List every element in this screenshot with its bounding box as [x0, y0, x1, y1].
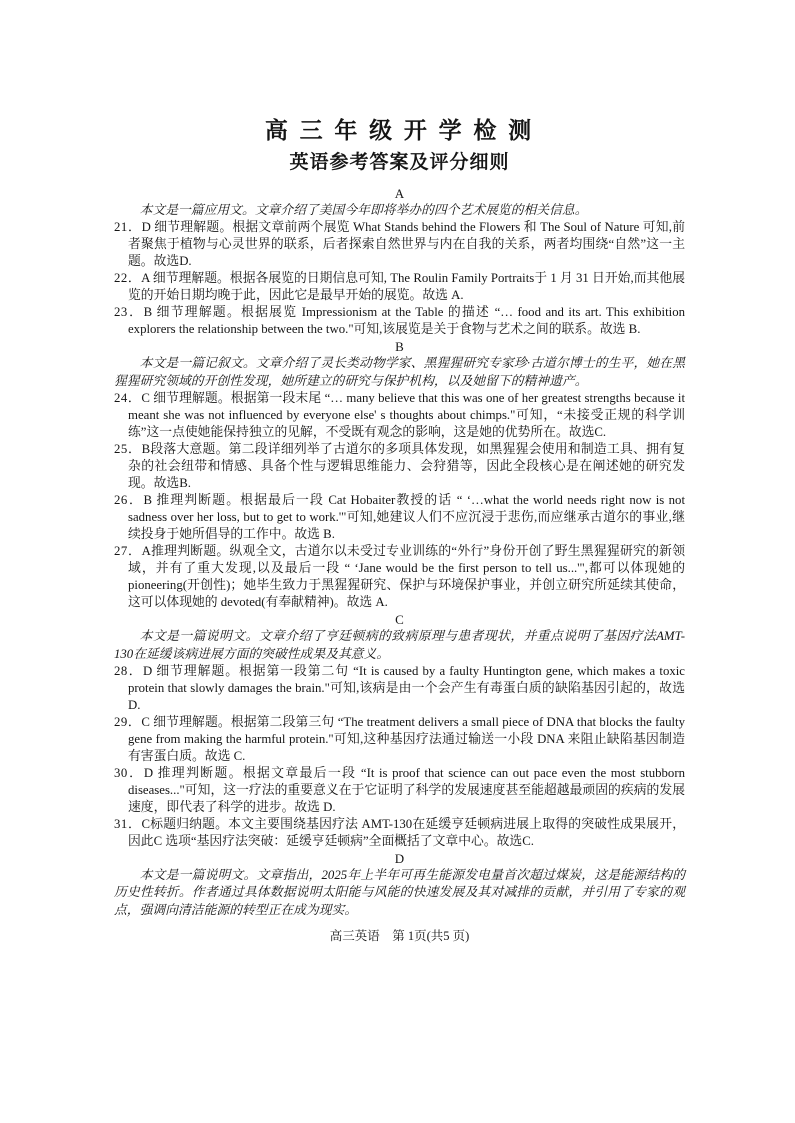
item-number: 21． [114, 220, 142, 235]
section-label: B [395, 339, 404, 355]
item-explanation: A 细节理解题。根据各展览的日期信息可知, The Roulin Family Portraits于 1 月 31 日开始,而其他展览的开始日期均晚于此，因此它是最早开始的展览。故选 A. [128, 271, 685, 303]
section-intro: 本文是一篇记叙文。文章介绍了灵长类动物学家、黑猩猩研究专家珍·古道尔博士的生平，她在黑猩猩研究领域的开创性发现，她所建立的研究与保护机构，以及她留下的精神遗产。 [114, 356, 685, 388]
section-items [114, 390, 685, 611]
item-explanation: D 细节理解题。根据文章前两个展览 What Stands behind the Flowers 和 The Soul of Nature 可知,前者聚焦于植物与心灵世界的联系，后者探索自然世界与内在自我的关系，两者均围绕“自然”这一主题。故选D. [128, 220, 686, 269]
answer-item [114, 390, 685, 441]
item-number: 30． [114, 766, 144, 781]
item-number: 23． [114, 305, 144, 320]
section-label: A [394, 186, 405, 201]
item-number: 22． [114, 271, 142, 286]
answer-section [114, 185, 685, 338]
answer-item [114, 663, 685, 714]
item-number: 29． [114, 715, 142, 730]
page-footer: 高三英语 第 1页(共5 页) [329, 929, 470, 944]
answer-item [114, 492, 685, 543]
page-subtitle: 英语参考答案及评分细则 [289, 152, 510, 173]
answer-item [114, 816, 685, 850]
item-number: 26． [114, 493, 144, 508]
item-explanation: B段落大意题。第二段详细列举了古道尔的多项具体发现，如黑猩猩会使用和制造工具、拥有复杂的社会纽带和情感、具备个性与逻辑思维能力、会狩猎等，因此全段核心是在阐述她的研究发现。故选B. [128, 442, 685, 491]
item-number: 27． [114, 544, 142, 559]
answer-section [114, 611, 685, 850]
answer-sections [114, 185, 685, 919]
item-explanation: D 细节理解题。根据第一段第二句 “It is caused by a faulty Huntington gene, which makes a toxic protein that slowly damages the brain."可知,该病是由一个会产生有毒蛋白质的缺陷基因引起的，故选 D. [128, 664, 685, 713]
item-number: 31． [114, 817, 142, 832]
answer-section [114, 338, 685, 611]
section-label: D [394, 851, 405, 867]
item-explanation: C 细节理解题。根据第二段第三句 “The treatment delivers a small piece of DNA that blocks the faulty gene from making the harmful protein."可知,这种基因疗法通过输送一小段 DNA 来阻止缺陷基因制造有害蛋白质。故选 C. [128, 715, 686, 764]
item-explanation: D 推理判断题。根据文章最后一段 “It is proof that science can out pace even the most stubborn diseases..."可知，这一疗法的重要意义在于它证明了科学的发展速度甚至能超越最顽固的疾病的发展速度，即代表了科学的进步。故选 D. [128, 766, 685, 815]
answer-item [114, 765, 685, 816]
item-explanation: A推理判断题。纵观全文，古道尔以未受过专业训练的“外行”身份开创了野生黑猩猩研究的新领域，并有了重大发现,以及最后一段 “ ‘Jane would be the first person to tell us...'",都可以体现她的 pioneering(开创性)；她毕生致力于黑猩猩研究、保护与环境保护事业，并创立研究所延续其使命，这可以体现她的 devoted(有奉献精神)。故选 A. [128, 544, 686, 610]
item-number: 28． [114, 664, 144, 679]
section-intro: 本文是一篇说明文。文章指出，2025年上半年可再生能源发电量首次超过煤炭，这是能源结构的历史性转折。作者通过具体数据说明太阳能与风能的快速发展及其对减排的贡献，并引用了专家的观点，强调向清洁能源的转型正在成为现实。 [114, 868, 685, 917]
item-explanation: C标题归纳题。本文主要围绕基因疗法 AMT-130在延缓亨廷顿病进展上取得的突破性成果展开，因此C 选项“基因疗法突破：延缓亨廷顿病”全面概括了文章中心。故选C. [128, 817, 685, 849]
page-title: 高 三 年 级 开 学 检 测 [264, 118, 535, 143]
answer-section [114, 850, 685, 919]
item-number: 24． [114, 391, 142, 406]
item-explanation: B 细节理解题。根据展览 Impressionism at the Table 的描述 “… food and its art. This exhibition explorers the relationship between the two."可知,该展览是关于食物与艺术之间的联系。故选 B. [128, 305, 686, 337]
section-label: C [395, 612, 404, 628]
item-number: 25． [114, 442, 142, 457]
section-intro: 本文是一篇说明文。文章介绍了亨廷顿病的致病原理与患者现状，并重点说明了基因疗法AMT-130在延缓该病进展方面的突破性成果及其意义。 [114, 629, 685, 661]
section-items [114, 219, 685, 338]
answer-item [114, 714, 685, 765]
answer-item [114, 270, 685, 304]
section-items [114, 663, 685, 850]
item-explanation: B 推理判断题。根据最后一段 Cat Hobaiter教授的话 “ ‘…what the world needs right now is not sadness over her loss, but to get to work.'"可知,她建议人们不应沉浸于悲伤,而应继承古道尔的事业,继续投身于她所倡导的工作中。故选 B. [128, 493, 686, 542]
item-explanation: C 细节理解题。根据第一段末尾 “… many believe that this was one of her greatest strengths because it meant she was not influenced by everyone else' s thoughts about chimps."可知，“未接受正规的科学训练”这一点使她能保持独立的见解，不受既有观念的影响，这是她的优势所在。故选C. [128, 391, 686, 440]
answer-item [114, 441, 685, 492]
answer-item [114, 304, 685, 338]
answer-item [114, 543, 685, 611]
section-intro: 本文是一篇应用文。文章介绍了美国今年即将举办的四个艺术展览的相关信息。 [139, 203, 588, 217]
answer-item [114, 219, 685, 270]
